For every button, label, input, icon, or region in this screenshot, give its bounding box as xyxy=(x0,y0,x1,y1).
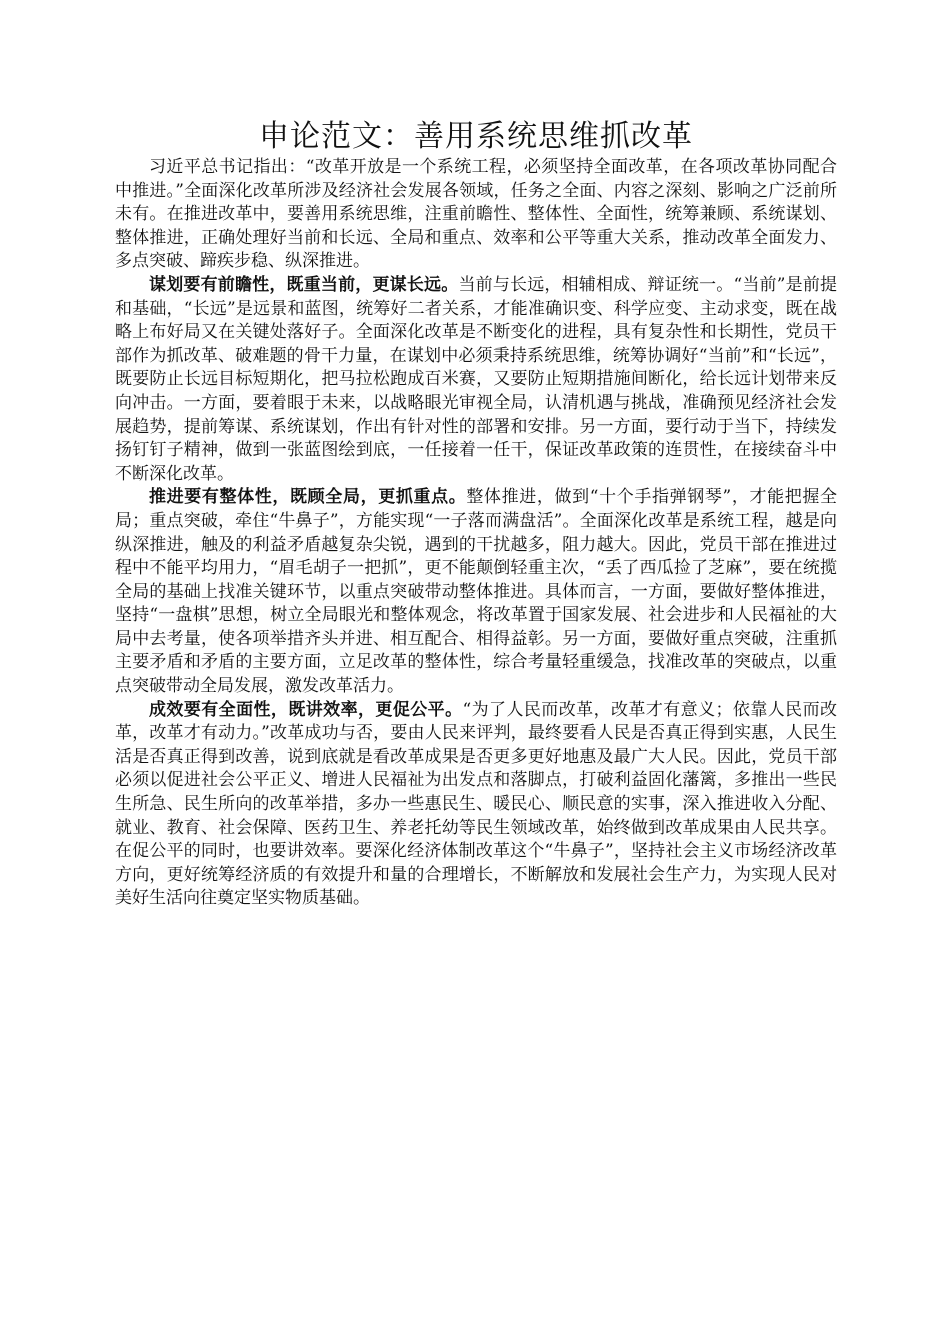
section-advancing-paragraph xyxy=(115,486,837,698)
paragraph-text: 习近平总书记指出：“改革开放是一个系统工程，必须坚持全面改革，在各项改革协同配合中推进。”全面深化改革所涉及经济社会发展各领域，任务之全面、内容之深刻、影响之广泛前所未有。在推进改革中，要善用系统思维，注重前瞻性、整体性、全面性，统筹兼顾、系统谋划、整体推进，正确处理好当前和长远、全局和重点、效率和公平等重大关系，推动改革全面发力、多点突破、蹄疾步稳、纵深推进。 xyxy=(115,157,837,272)
document-title: 申论范文：善用系统思维抓改革 xyxy=(259,119,693,154)
section-results-paragraph xyxy=(115,699,837,911)
paragraph-text: 当前与长远，相辅相成、辩证统一。“当前”是前提和基础，“长远”是远景和蓝图，统筹好二者关系，才能准确识变、科学应变、主动求变，既在战略上布好局又在关键处落好子。全面深化改革是不断变化的进程，具有复杂性和长期性，党员干部作为抓改革、破难题的骨干力量，在谋划中必须秉持系统思维，统筹协调好“当前”和“长远”，既要防止长远目标短期化，把马拉松跑成百米赛，又要防止短期措施间断化，给长远计划带来反向冲击。一方面，要着眼于未来，以战略眼光审视全局，认清机遇与挑战，准确预见经济社会发展趋势，提前筹谋、系统谋划，作出有针对性的部署和安排。另一方面，要行动于当下，持续发扬钉钉子精神，做到一张蓝图绘到底，一任接着一任干，保证改革政策的连贯性，在接续奋斗中不断深化改革。 xyxy=(115,274,838,484)
section-heading-advancing: 推进要有整体性，既顾全局，更抓重点。 xyxy=(149,487,467,508)
paragraph-text: 整体推进，做到“十个手指弹钢琴”，才能把握全局；重点突破，牵住“牛鼻子”，方能实现“一子落而满盘活”。全面深化改革是系统工程，越是向纵深推进，触及的利益矛盾越复杂尖锐，遇到的干扰越多，阻力越大。因此，党员干部在推进过程中不能平均用力，“眉毛胡子一把抓”，更不能颠倒轻重主次，“丢了西瓜捡了芝麻”，要在统揽全局的基础上找准关键环节，以重点突破带动整体推进。具体而言，一方面，要做好整体推进，坚持“一盘棋”思想，树立全局眼光和整体观念，将改革置于国家发展、社会进步和人民福祉的大局中去考量，使各项举措齐头并进、相互配合、相得益彰。另一方面，要做好重点突破，注重抓主要矛盾和矛盾的主要方面，立足改革的整体性，综合考量轻重缓急，找准改革的突破点，以重点突破带动全局发展，激发改革活力。 xyxy=(115,487,837,697)
section-heading-results: 成效要有全面性，既讲效率，更促公平。 xyxy=(149,699,463,720)
intro-paragraph xyxy=(115,156,837,274)
section-planning-paragraph xyxy=(115,274,837,486)
section-heading-planning: 谋划要有前瞻性，既重当前，更谋长远。 xyxy=(149,274,459,295)
paragraph-text: “为了人民而改革，改革才有意义；依靠人民而改革，改革才有动力。”改革成功与否，要由人民来评判，最终要看人民是否真正得到实惠，人民生活是否真正得到改善，说到底就是看改革成果是否更多更好地惠及最广大人民。因此，党员干部必须以促进社会公平正义、增进人民福祉为出发点和落脚点，打破利益固化藩篱，多推出一些民生所急、民生所向的改革举措，多办一些惠民生、暖民心、顺民意的实事，深入推进收入分配、就业、教育、社会保障、医药卫生、养老托幼等民生领域改革，始终做到改革成果由人民共享。在促公平的同时，也要讲效率。要深化经济体制改革这个“牛鼻子”，坚持社会主义市场经济改革方向，更好统筹经济质的有效提升和量的合理增长，不断解放和发展社会生产力，为实现人民对美好生活向往奠定坚实物质基础。 xyxy=(115,699,837,909)
document-page xyxy=(115,118,837,911)
